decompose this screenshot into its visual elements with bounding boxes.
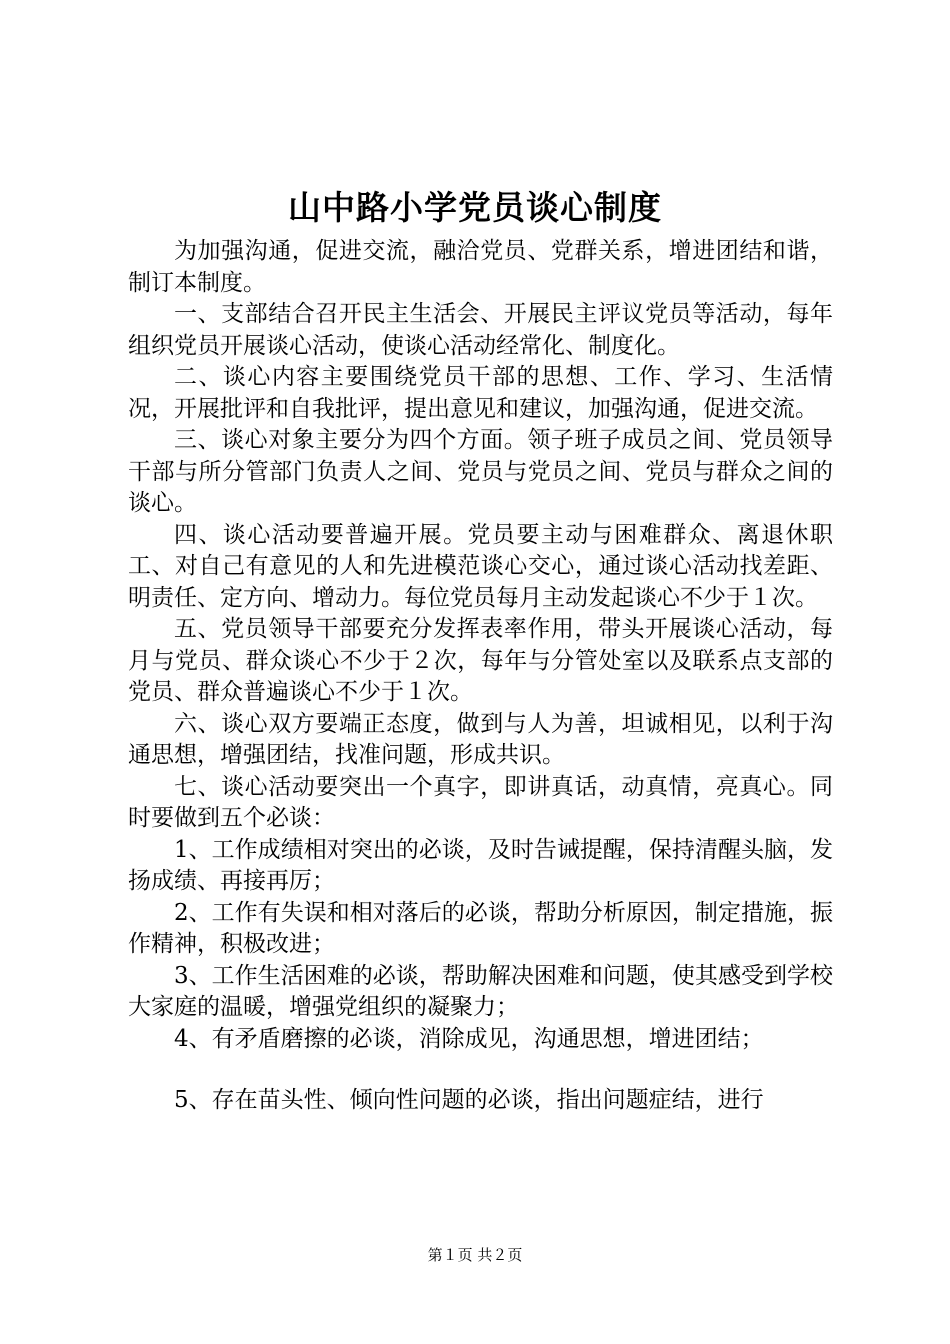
paragraph-subitem-2: 2、工作有失误和相对落后的必谈，帮助分析原因，制定措施，振作精神，积极改进； [128, 899, 833, 957]
paragraph-item-7: 七、谈心活动要突出一个真字，即讲真话，动真情，亮真心。同时要做到五个必谈： [128, 773, 833, 831]
paragraph-intro: 为加强沟通，促进交流，融洽党员、党群关系，增进团结和谐，制订本制度。 [128, 238, 833, 296]
paragraph-item-2: 二、谈心内容主要围绕党员干部的思想、工作、学习、生活情况，开展批评和自我批评，提出意见和建议，加强沟通，促进交流。 [128, 364, 833, 422]
document-title: 山中路小学党员谈心制度 [288, 188, 662, 227]
document-body [128, 236, 833, 1117]
paragraph-item-1: 一、支部结合召开民主生活会、开展民主评议党员等活动，每年组织党员开展谈心活动，使谈心活动经常化、制度化。 [128, 301, 833, 359]
page-number-footer: 第１页 共２页 [427, 1246, 523, 1264]
paragraph-item-3: 三、谈心对象主要分为四个方面。领子班子成员之间、党员领导干部与所分管部门负责人之间、党员与党员之间、党员与群众之间的谈心。 [128, 427, 833, 516]
paragraph-subitem-1: 1、工作成绩相对突出的必谈，及时告诫提醒，保持清醒头脑，发扬成绩、再接再厉； [128, 836, 833, 894]
paragraph-subitem-5: 5、存在苗头性、倾向性问题的必谈，指出问题症结，进行 [174, 1087, 764, 1113]
paragraph-subitem-3: 3、工作生活困难的必谈，帮助解决困难和问题，使其感受到学校大家庭的温暖，增强党组织的凝聚力； [128, 962, 833, 1020]
paragraph-item-4: 四、谈心活动要普遍开展。党员要主动与困难群众、离退休职工、对自己有意见的人和先进模范谈心交心，通过谈心活动找差距、明责任、定方向、增动力。每位党员每月主动发起谈心不少于１次。 [128, 521, 833, 611]
paragraph-item-5: 五、党员领导干部要充分发挥表率作用，带头开展谈心活动，每月与党员、群众谈心不少于２次，每年与分管处室以及联系点支部的党员、群众普遍谈心不少于１次。 [128, 616, 833, 705]
paragraph-item-6: 六、谈心双方要端正态度，做到与人为善，坦诚相见，以利于沟通思想，增强团结，找准问题，形成共识。 [128, 710, 833, 768]
paragraph-subitem-4: 4、有矛盾磨擦的必谈，消除成见，沟通思想，增进团结； [174, 1025, 764, 1052]
